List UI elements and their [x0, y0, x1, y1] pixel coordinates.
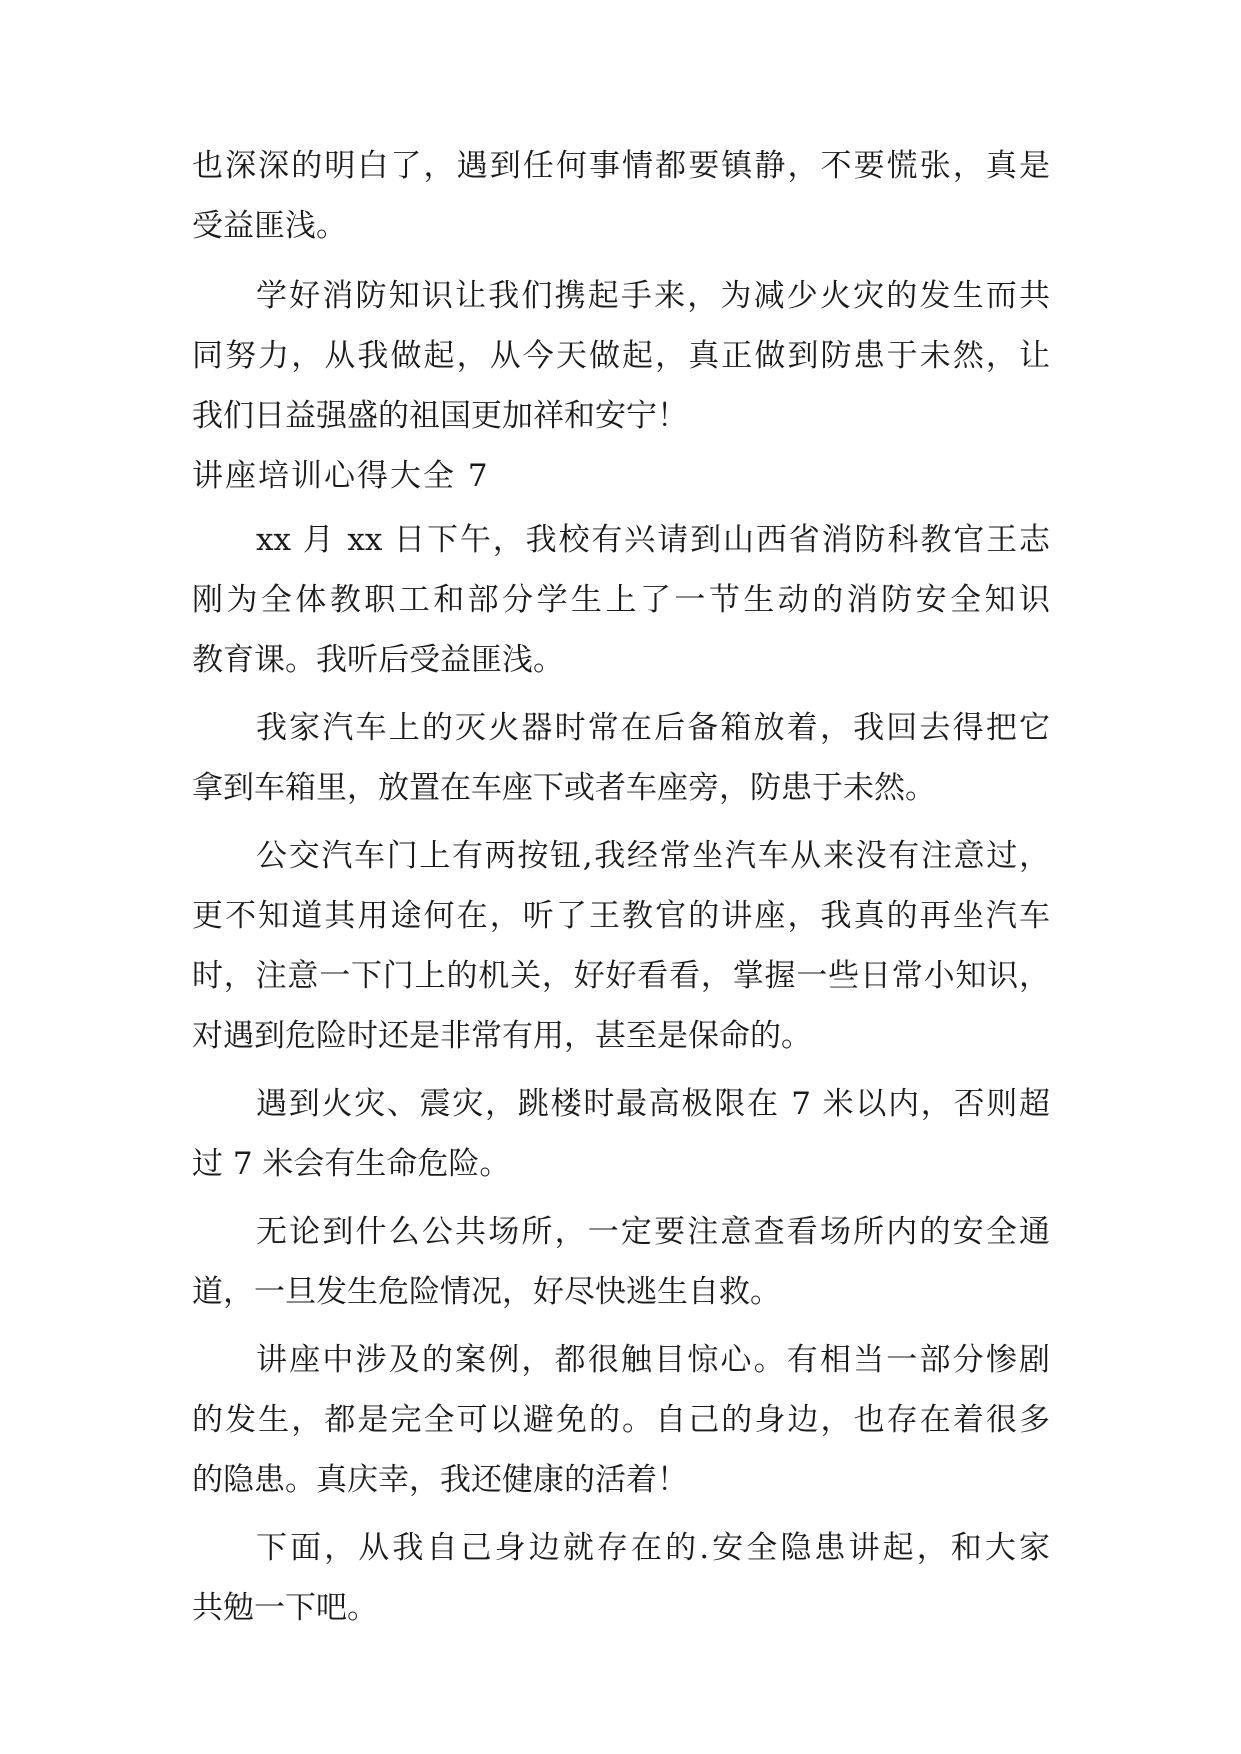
paragraph-line: 我家汽车上的灭火器时常在后备箱放着，我回去得把它: [256, 710, 1050, 746]
paragraph-line: 公交汽车门上有两按钮,我经常坐汽车从来没有注意过，: [256, 838, 1050, 874]
paragraph-line: 遇到火灾、震灾，跳楼时最高极限在 7 米以内，否则超: [256, 1086, 1050, 1122]
paragraph-line: 的发生，都是完全可以避免的。自己的身边，也存在着很多: [192, 1402, 1050, 1438]
paragraph-line: 我们日益强盛的祖国更加祥和安宁！: [192, 398, 688, 434]
paragraph-line: 教育课。我听后受益匪浅。: [192, 642, 564, 678]
paragraph-line: 更不知道其用途何在，听了王教官的讲座，我真的再坐汽车: [192, 898, 1050, 934]
paragraph-line: 同努力，从我做起，从今天做起，真正做到防患于未然，让: [192, 338, 1050, 374]
paragraph-line: 刚为全体教职工和部分学生上了一节生动的消防安全知识: [192, 582, 1050, 618]
paragraph-line: 也深深的明白了，遇到任何事情都要镇静，不要慌张，真是: [192, 148, 1050, 184]
paragraph-line: 过 7 米会有生命危险。: [192, 1146, 511, 1182]
paragraph-line: 学好消防知识让我们携起手来，为减少火灾的发生而共: [256, 278, 1050, 314]
paragraph-line: xx 月 xx 日下午，我校有兴请到山西省消防科教官王志: [256, 522, 1050, 558]
paragraph-line: 拿到车箱里，放置在车座下或者车座旁，防患于未然。: [192, 770, 936, 806]
paragraph-line: 无论到什么公共场所，一定要注意查看场所内的安全通: [256, 1214, 1050, 1250]
paragraph-line: 时，注意一下门上的机关，好好看看，掌握一些日常小知识，: [192, 958, 1050, 994]
paragraph-line: 对遇到危险时还是非常有用，甚至是保命的。: [192, 1018, 812, 1054]
paragraph-line: 讲座中涉及的案例，都很触目惊心。有相当一部分惨剧: [256, 1342, 1050, 1378]
paragraph-line: 共勉一下吧。: [192, 1590, 378, 1626]
section-heading: 讲座培训心得大全 7: [192, 458, 490, 494]
paragraph-line: 道，一旦发生危险情况，好尽快逃生自救。: [192, 1274, 781, 1310]
paragraph-line: 受益匪浅。: [192, 208, 347, 244]
paragraph-line: 下面，从我自己身边就存在的.安全隐患讲起，和大家: [256, 1530, 1050, 1566]
paragraph-line: 的隐患。真庆幸，我还健康的活着！: [192, 1462, 688, 1498]
